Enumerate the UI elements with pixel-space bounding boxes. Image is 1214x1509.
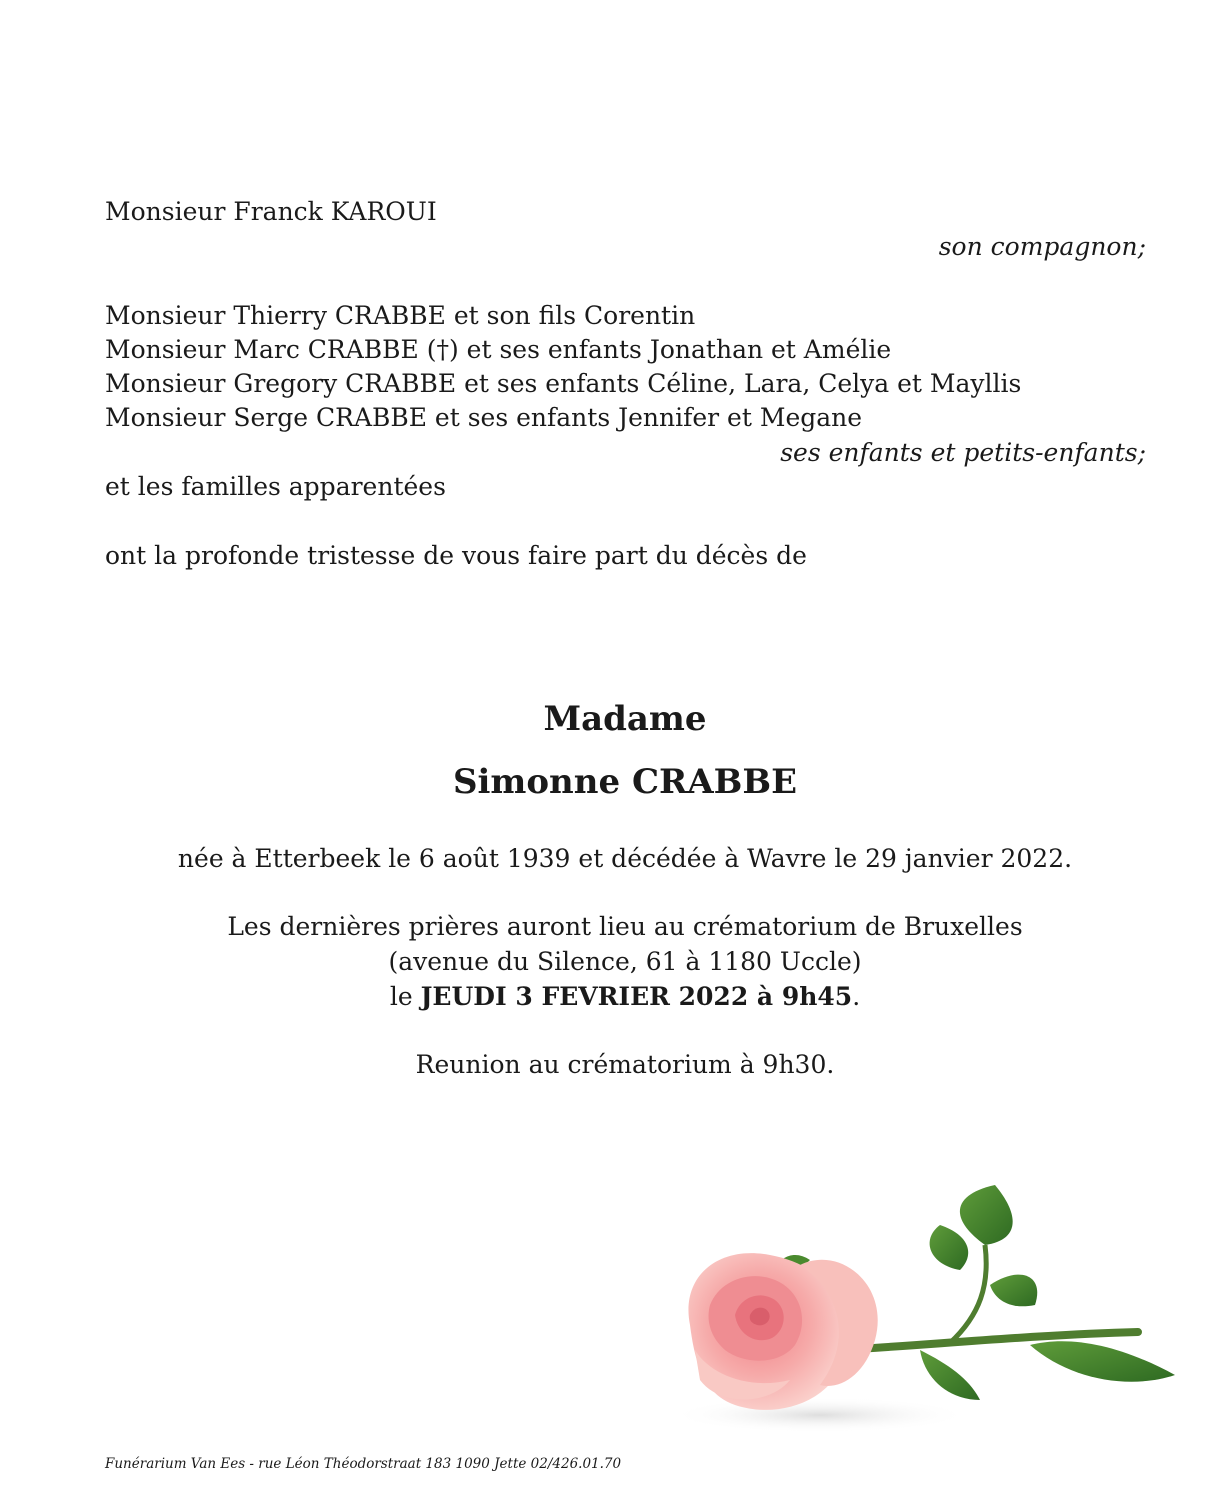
deceased-title: Madame [543,699,707,739]
child-line-3: Monsieur Gregory CRABBE et ses enfants Céline, Lara, Celya et Mayllis [105,369,1022,398]
child-line-2: Monsieur Marc CRABBE (†) et ses enfants Jonathan et Amélie [105,335,892,364]
ceremony-date-suffix: . [852,982,861,1011]
ceremony-line-2: (avenue du Silence, 61 à 1180 Uccle) [388,947,862,976]
ceremony-date: JEUDI 3 FEVRIER 2022 à 9h45 [420,982,853,1011]
partner-role: son compagnon; [938,232,1146,261]
footer-address: Funérarium Van Ees - rue Léon Théodorstraat 183 1090 Jette 02/426.01.70 [105,1456,622,1472]
reunion-line: Reunion au crématorium à 9h30. [415,1050,835,1079]
child-line-1: Monsieur Thierry CRABBE et son fils Corentin [105,301,696,330]
rose-icon [650,1175,1190,1445]
birth-death-line: née à Etterbeek le 6 août 1939 et décédée à Wavre le 29 janvier 2022. [177,844,1073,873]
child-line-4: Monsieur Serge CRABBE et ses enfants Jennifer et Megane [105,403,863,432]
children-role: ses enfants et petits-enfants; [780,438,1146,467]
deceased-name: Simonne CRABBE [452,762,798,802]
announcement-line: ont la profonde tristesse de vous faire part du décès de [105,541,807,570]
ceremony-date-prefix: le [389,982,421,1011]
relatives-line: et les familles apparentées [105,472,446,501]
ceremony-line-1: Les dernières prières auront lieu au crématorium de Bruxelles [227,912,1023,941]
ceremony-line-3 [0,980,1214,1014]
partner-name: Monsieur Franck KAROUI [105,197,437,226]
